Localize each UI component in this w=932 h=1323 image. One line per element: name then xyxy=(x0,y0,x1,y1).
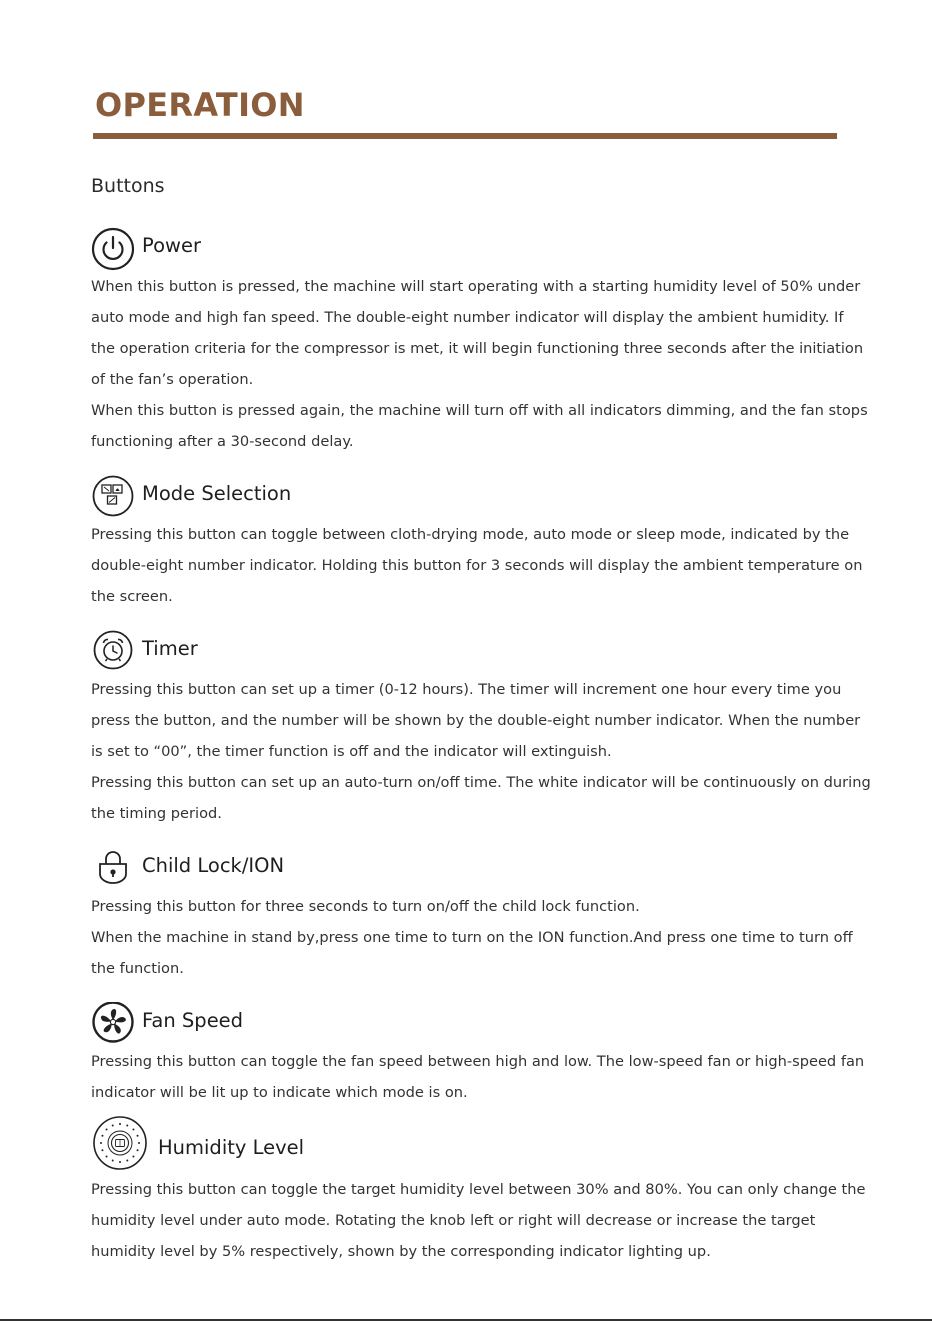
paragraph: When this button is pressed, the machine will start operating with a starting humidity level of 50% under auto mode and high fan speed. The double-eight number indicator will display the ambient humidity. If the operation criteria for the compressor is met, it will begin functioning three seconds after the initiation of the fan’s operation. xyxy=(91,278,864,388)
section-fan-speed xyxy=(91,1002,871,1108)
section-body-child-lock xyxy=(91,891,871,984)
section-timer xyxy=(91,630,871,829)
section-body-mode-selection xyxy=(91,519,871,612)
buttons-heading: Buttons xyxy=(91,175,165,197)
section-title-fan-speed: Fan Speed xyxy=(142,1009,244,1032)
section-body-fan-speed xyxy=(91,1046,871,1108)
section-body-power xyxy=(91,271,871,457)
title-underline xyxy=(93,133,837,139)
section-power xyxy=(91,227,871,457)
section-title-child-lock: Child Lock/ION xyxy=(142,854,285,877)
section-humidity-level xyxy=(91,1116,871,1267)
section-body-humidity-level xyxy=(91,1174,871,1267)
mode-icon xyxy=(91,475,135,519)
power-icon xyxy=(91,227,135,271)
alarm-clock-icon xyxy=(91,630,135,674)
section-body-timer xyxy=(91,674,871,829)
section-child-lock xyxy=(91,847,871,984)
fan-icon xyxy=(91,1002,135,1046)
paragraph: Pressing this button can set up an auto-turn on/off time. The white indicator will be continuously on during the timing period. xyxy=(91,774,871,822)
section-title-mode-selection: Mode Selection xyxy=(142,482,292,505)
paragraph: When the machine in stand by,press one time to turn on the ION function.And press one time to turn off the function. xyxy=(91,929,853,977)
paragraph: Pressing this button can set up a timer (0-12 hours). The timer will increment one hour every time you press the button, and the number will be shown by the double-eight number indicator. When the number is set to “00”, the timer function is off and the indicator will extinguish. xyxy=(91,681,861,760)
page-title: OPERATION xyxy=(95,86,305,124)
section-title-power: Power xyxy=(142,234,201,257)
lock-icon xyxy=(91,847,135,891)
section-title-humidity-level: Humidity Level xyxy=(158,1136,305,1159)
section-mode-selection xyxy=(91,475,871,612)
paragraph: Pressing this button for three seconds to turn on/off the child lock function. xyxy=(91,898,640,915)
paragraph: Pressing this button can toggle between cloth-drying mode, auto mode or sleep mode, indicated by the double-eight number indicator. Holding this button for 3 seconds will display the ambient temperature on the screen. xyxy=(91,526,863,605)
paragraph: When this button is pressed again, the machine will turn off with all indicators dimming, and the fan stops functioning after a 30-second delay. xyxy=(91,402,868,450)
paragraph: Pressing this button can toggle the target humidity level between 30% and 80%. You can only change the humidity level under auto mode. Rotating the knob left or right will decrease or increase the target humidity level by 5% respectively, shown by the corresponding indicator lighting up. xyxy=(91,1181,866,1260)
section-title-timer: Timer xyxy=(142,637,198,660)
page-bottom-rule xyxy=(0,1319,932,1321)
humidity-knob-icon xyxy=(91,1116,149,1174)
paragraph: Pressing this button can toggle the fan speed between high and low. The low-speed fan or high-speed fan indicator will be lit up to indicate which mode is on. xyxy=(91,1053,865,1101)
